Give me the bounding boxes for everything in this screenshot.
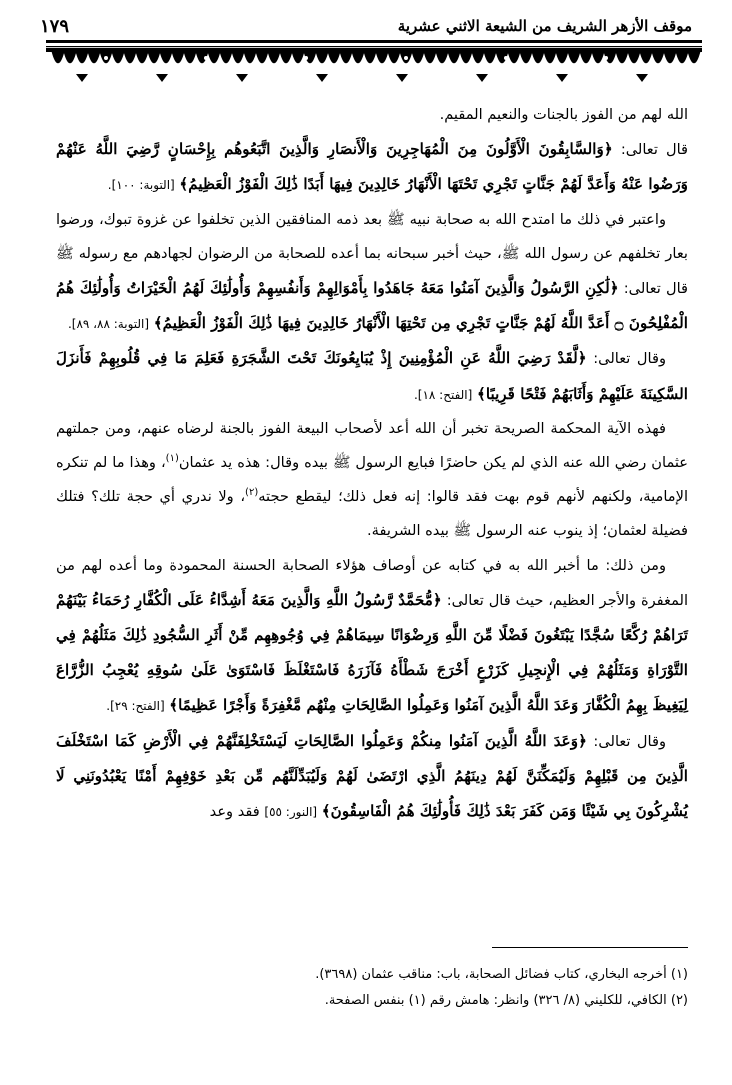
paragraph-4-lead: وقال تعالى: — [593, 350, 666, 368]
footnote-2: (٢) الكافي، للكليني (٨/ ٣٢٦) وانظر: هامش رقم (١) بنفس الصفحة. — [324, 993, 688, 1008]
footnote-marker-2: (٢) — [245, 487, 259, 499]
running-title: موقف الأزهر الشريف من الشيعة الاثني عشرية — [397, 17, 692, 35]
footnotes — [56, 962, 688, 1014]
paragraph-4 — [56, 341, 688, 411]
quran-verse: ﴿لَّقَدْ رَضِيَ اللَّهُ عَنِ الْمُؤْمِنِينَ إِذْ يُبَايِعُونَكَ تَحْتَ الشَّجَرَةِ فَعَلِمَ مَا فِي قُلُوبِهِمْ فَأَنزَلَ السَّكِينَةَ عَلَيْهِمْ وَأَثَابَهُمْ فَتْحًا قَرِيبًا﴾ — [56, 349, 688, 403]
footnote-divider — [492, 947, 688, 948]
paragraph-1-text: الله لهم من الفوز بالجنات والنعيم المقيم. — [439, 106, 688, 123]
main-text — [56, 98, 688, 829]
paragraph-5-part-c: ، ولا ندري أي حجة تلك؟ فتلك فضيلة لعثمان؛ إذ ينوب عنه الرسول ﷺ بيده الشريفة. — [56, 488, 688, 540]
paragraph-5-part-b: ، وهذا ما لم تنكره الإمامية، ولكنهم لأنهم قوم بهت فقد قالوا: إنه فعل ذلك؛ ليقطع حجته — [56, 454, 688, 506]
paragraph-6-text: ومن ذلك: ما أخبر الله به في كتابه عن أوصاف هؤلاء الصحابة الحسنة المحمودة وما أعده لهم من المغفرة والأجر العظيم، حيث قال تعالى: — [56, 556, 689, 609]
quran-verse: ﴿وَعَدَ اللَّهُ الَّذِينَ آمَنُوا مِنكُمْ وَعَمِلُوا الصَّالِحَاتِ لَيَسْتَخْلِفَنَّهُمْ فِي الْأَرْضِ كَمَا اسْتَخْلَفَ الَّذِينَ مِن قَبْلِهِمْ وَلَيُمَكِّنَنَّ لَهُمْ دِينَهُمُ الَّذِي ارْتَضَىٰ لَهُمْ وَلَيُبَدِّلَنَّهُم مِّن بَعْدِ خَوْفِهِمْ أَمْنًا يَعْبُدُونَنِي لَا يُشْرِكُونَ بِي شَيْئًا وَمَن كَفَرَ بَعْدَ ذَٰلِكَ فَأُولَٰئِكَ هُمُ الْفَاسِقُونَ﴾ — [56, 731, 688, 821]
paragraph-3-text: واعتبر في ذلك ما امتدح الله به صحابة نبيه ﷺ بعد ذمه المنافقين الذين تخلفوا عن غزوة تبوك، ورضوا بعار تخلفهم عن رسول الله ﷺ، حيث أخبر سبحانه بما أعده للصحابة من الرضوان لجهادهم مع رسوله ﷺ قال تعالى: — [56, 210, 689, 298]
paragraph-5 — [56, 412, 688, 549]
verse-reference: [التوبة: ١٠٠]. — [107, 178, 175, 193]
quran-verse: ﴿مُّحَمَّدٌ رَّسُولُ اللَّهِ وَالَّذِينَ مَعَهُ أَشِدَّاءُ عَلَى الْكُفَّارِ رُحَمَاءُ بَيْنَهُمْ تَرَاهُمْ رُكَّعًا سُجَّدًا يَبْتَغُونَ فَضْلًا مِّنَ اللَّهِ وَرِضْوَانًا سِيمَاهُمْ فِي وُجُوهِهِم مِّنْ أَثَرِ السُّجُودِ ذَٰلِكَ مَثَلُهُمْ فِي التَّوْرَاةِ وَمَثَلُهُمْ فِي الْإِنجِيلِ كَزَرْعٍ أَخْرَجَ شَطْأَهُ فَآزَرَهُ فَاسْتَغْلَظَ فَاسْتَوَىٰ عَلَىٰ سُوقِهِ يُعْجِبُ الزُّرَّاعَ لِيَغِيظَ بِهِمُ الْكُفَّارَ وَعَدَ اللَّهُ الَّذِينَ آمَنُوا وَعَمِلُوا الصَّالِحَاتِ مِنْهُم مَّغْفِرَةً وَأَجْرًا عَظِيمًا﴾ — [56, 590, 688, 715]
paragraph-7-lead: وقال تعالى: — [593, 732, 666, 750]
paragraph-1 — [56, 98, 688, 132]
page-number: ١٧٩ — [40, 15, 70, 37]
verse-reference: [الفتح: ١٨]. — [413, 387, 473, 402]
paragraph-2 — [56, 132, 688, 202]
paragraph-6 — [56, 549, 688, 724]
verse-reference: [الفتح: ٢٩]. — [106, 699, 165, 714]
paragraph-5-part-a: فهذه الآية المحكمة الصريحة تخبر أن الله أعد لأصحاب البيعة الفوز بالجنة لرضاه عنهم، ومن جملتهم عثمان رضي الله عنه الذي لم يكن حاضرًا فبايع الرسول ﷺ بيده وقال: هذه يد عثمان — [56, 419, 688, 472]
verse-reference: [النور: ٥٥] — [264, 805, 318, 820]
footnote-1: (١) أخرجه البخاري، كتاب فضائل الصحابة، باب: مناقب عثمان (٣٦٩٨). — [315, 967, 688, 982]
footnote-marker-1: (١) — [165, 453, 179, 465]
paragraph-7-tail: فقد وعد — [209, 803, 260, 821]
verse-reference: [التوبة: ٨٨، ٨٩]. — [67, 317, 150, 332]
decorative-arabesque-border-icon — [46, 38, 702, 84]
paragraph-2-lead: قال تعالى: — [620, 141, 688, 159]
quran-verse: ﴿وَالسَّابِقُونَ الْأَوَّلُونَ مِنَ الْمُهَاجِرِينَ وَالْأَنصَارِ وَالَّذِينَ اتَّبَعُوهُم بِإِحْسَانٍ رَّضِيَ اللَّهُ عَنْهُمْ وَرَضُوا عَنْهُ وَأَعَدَّ لَهُمْ جَنَّاتٍ تَجْرِي تَحْتَهَا الْأَنْهَارُ خَالِدِينَ فِيهَا أَبَدًا ذَٰلِكَ الْفَوْزُ الْعَظِيمُ﴾ — [56, 140, 688, 194]
paragraph-7 — [56, 724, 688, 830]
paragraph-3 — [56, 203, 688, 342]
quran-verse: ﴿لَٰكِنِ الرَّسُولُ وَالَّذِينَ آمَنُوا مَعَهُ جَاهَدُوا بِأَمْوَالِهِمْ وَأَنفُسِهِمْ وَأُولَٰئِكَ لَهُمُ الْخَيْرَاتُ وَأُولَٰئِكَ هُمُ الْمُفْلِحُونَ ۝ أَعَدَّ اللَّهُ لَهُمْ جَنَّاتٍ تَجْرِي مِن تَحْتِهَا الْأَنْهَارُ خَالِدِينَ فِيهَا ذَٰلِكَ الْفَوْزُ الْعَظِيمُ﴾ — [56, 279, 688, 333]
